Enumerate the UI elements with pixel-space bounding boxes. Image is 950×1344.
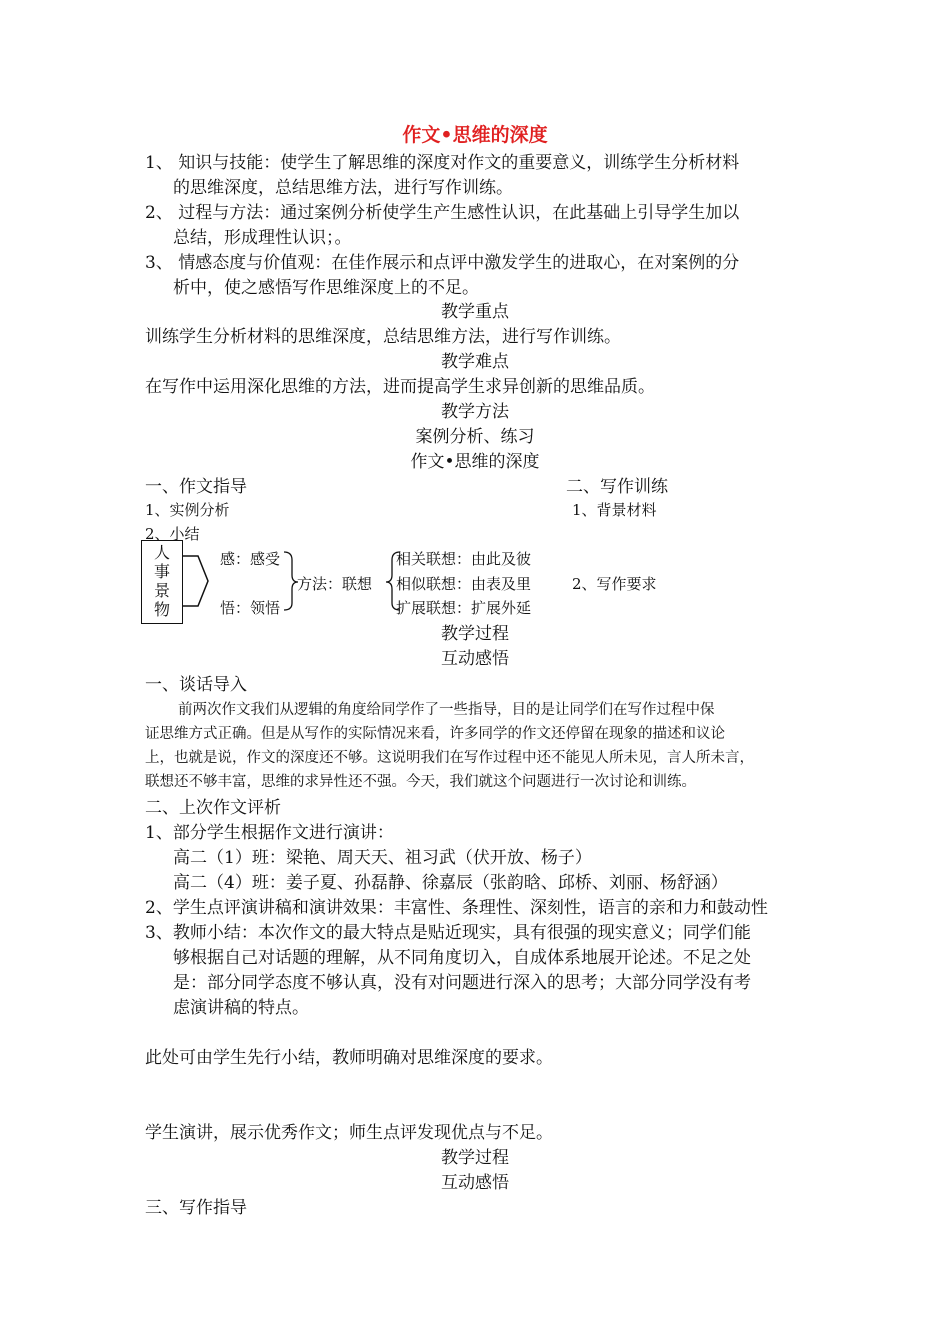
section1-line-2: 证思维方式正确。但是从写作的实际情况来看，许多同学的作文还停留在现象的描述和议论 bbox=[145, 726, 725, 742]
outline-left-item1: 1、实例分析 bbox=[145, 501, 230, 519]
note-2: 学生演讲，展示优秀作文；师生点评发现优点与不足。 bbox=[145, 1123, 553, 1143]
diagram-assoc-2: 相似联想：由表及里 bbox=[396, 575, 532, 593]
objective-1-line2: 的思维深度，总结思维方法，进行写作训练。 bbox=[173, 178, 513, 198]
diagram-assoc-3: 扩展联想：扩展外延 bbox=[396, 599, 532, 617]
objective-1-line1: 1、 知识与技能：使学生了解思维的深度对作文的重要意义，训练学生分析材料 bbox=[145, 153, 740, 173]
box-char-2: 事 bbox=[153, 562, 170, 581]
right-brace bbox=[284, 552, 298, 610]
process-heading-2: 教学过程 bbox=[441, 1148, 509, 1168]
objective-3-line1: 3、 情感态度与价值观：在佳作展示和点评中激发学生的进取心，在对案例的分 bbox=[145, 253, 740, 273]
s2-item3-line1: 3、教师小结：本次作文的最大特点是贴近现实，具有很强的现实意义；同学们能 bbox=[145, 923, 751, 943]
section2-heading: 二、上次作文评析 bbox=[145, 798, 281, 818]
s2-item1: 1、部分学生根据作文进行演讲： bbox=[145, 823, 394, 843]
focus-text: 训练学生分析材料的思维深度，总结思维方法，进行写作训练。 bbox=[145, 327, 621, 347]
page-title: 作文•思维的深度 bbox=[402, 124, 548, 146]
outline-left-heading: 一、作文指导 bbox=[145, 477, 247, 497]
method-text: 案例分析、练习 bbox=[415, 427, 535, 447]
box-char-1: 人 bbox=[153, 543, 170, 562]
arrow-shape bbox=[183, 556, 208, 606]
objective-3-line2: 析中，使之感悟写作思维深度上的不足。 bbox=[173, 278, 479, 298]
method-heading: 教学方法 bbox=[441, 402, 509, 422]
diagram-assoc-1: 相关联想：由此及彼 bbox=[396, 550, 532, 568]
focus-heading: 教学重点 bbox=[441, 302, 509, 322]
s2-item3-line2: 够根据自己对话题的理解，从不同角度切入，自成体系地展开论述。不足之处 bbox=[173, 948, 751, 968]
note-1: 此处可由学生先行小结，教师明确对思维深度的要求。 bbox=[145, 1048, 553, 1068]
box-char-3: 景 bbox=[153, 581, 170, 600]
outline-right-heading: 二、写作训练 bbox=[566, 477, 668, 497]
section3-heading: 三、写作指导 bbox=[145, 1198, 247, 1218]
difficulty-text: 在写作中运用深化思维的方法，进而提高学生求异创新的思维品质。 bbox=[145, 377, 655, 397]
difficulty-heading: 教学难点 bbox=[441, 352, 509, 372]
s2-class4: 高二（4）班：姜子夏、孙磊静、徐嘉辰（张韵晗、邱桥、刘丽、杨舒涵） bbox=[173, 873, 728, 893]
s2-item3-line4: 虑演讲稿的特点。 bbox=[173, 998, 309, 1018]
diagram-method: 方法：联想 bbox=[297, 575, 373, 593]
section1-heading: 一、谈话导入 bbox=[145, 675, 247, 695]
section1-line-1: 前两次作文我们从逻辑的角度给同学作了一些指导，目的是让同学们在写作过程中保 bbox=[178, 702, 715, 718]
section1-line-3: 上，也就是说，作文的深度还不够。这说明我们在写作过程中还不能见人所未见，言人所未言， bbox=[145, 750, 754, 766]
s2-class1: 高二（1）班：梁艳、周天天、祖习武（伏开放、杨子） bbox=[173, 848, 592, 868]
objective-2-line1: 2、 过程与方法：通过案例分析使学生产生感性认识，在此基础上引导学生加以 bbox=[145, 203, 740, 223]
diagram-feel: 感：感受 bbox=[220, 550, 281, 568]
s2-item3-line3: 是：部分同学态度不够认真，没有对问题进行深入的思考；大部分同学没有考 bbox=[173, 973, 751, 993]
box-char-4: 物 bbox=[153, 600, 170, 619]
interact-heading: 互动感悟 bbox=[441, 649, 509, 669]
objective-2-line2: 总结，形成理性认识；。 bbox=[173, 228, 352, 248]
diagram-realize: 悟：领悟 bbox=[220, 599, 281, 617]
section1-line-4: 联想还不够丰富，思维的求异性还不强。今天，我们就这个问题进行一次讨论和训练。 bbox=[145, 774, 696, 790]
process-heading: 教学过程 bbox=[441, 624, 509, 644]
outline-right-item1: 1、背景材料 bbox=[572, 501, 657, 519]
s2-item2: 2、学生点评演讲稿和演讲效果：丰富性、条理性、深刻性，语言的亲和力和鼓动性 bbox=[145, 898, 768, 918]
outline-left-item2: 2、小结 bbox=[145, 525, 200, 543]
subtitle: 作文•思维的深度 bbox=[410, 452, 540, 472]
interact-heading-2: 互动感悟 bbox=[441, 1173, 509, 1193]
outline-right-item2: 2、写作要求 bbox=[572, 575, 657, 593]
